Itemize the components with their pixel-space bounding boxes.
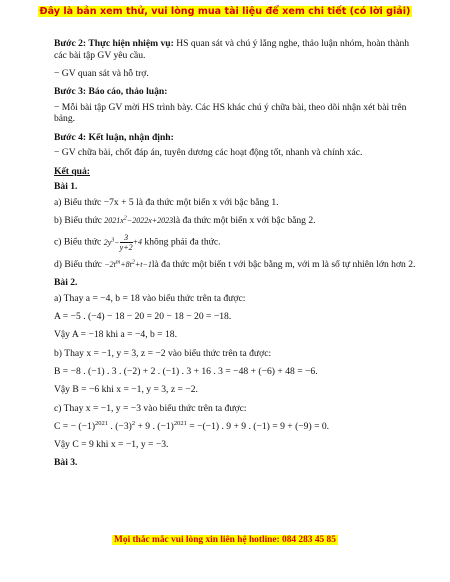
bai1-b-math-sup: 2	[123, 215, 127, 222]
bai2-c3: Vậy C = 9 khi x = −1, y = −3.	[54, 439, 169, 451]
preview-banner-text: Đây là bản xem thử, vui lòng mua tài liệu để xem chi tiết (có lời giải)	[39, 6, 411, 17]
bai2-title: Bài 2.	[54, 277, 78, 289]
bai2-c2-sup2: 2	[131, 419, 136, 427]
bai1-a: a) Biểu thức −7x + 5 là đa thức một biến x với bậc bằng 1.	[54, 196, 279, 208]
bai1-d-math3: +t−1	[134, 259, 152, 269]
bai1-d-expression	[104, 260, 152, 269]
bai1-c-pre: c) Biểu thức	[54, 236, 104, 248]
bai1-c-math2: −	[114, 237, 120, 247]
result-label: Kết quả:	[54, 165, 90, 177]
bai1-c-math3: +4	[132, 237, 143, 247]
bai2-b3: Vậy B = −6 khi x = −1, y = 3, z = −2.	[54, 384, 198, 396]
bai2-c2-b: . (−3)	[108, 420, 132, 432]
bai1-b-pre: b) Biểu thức	[54, 214, 105, 226]
result-heading	[54, 166, 416, 178]
bai2-c1: c) Thay x = −1, y = −3 vào biểu thức trên ta được:	[54, 402, 247, 414]
step3-line1: − Mỗi bài tập GV mời HS trình bày. Các HS khác chú ý chữa bài, theo dõi nhận xét bài trên bảng.	[54, 101, 407, 125]
document-body	[54, 38, 416, 473]
step3-label: Bước 3: Báo cáo, thảo luận:	[54, 86, 168, 98]
preview-banner	[0, 6, 450, 17]
bai3-title: Bài 3.	[54, 457, 78, 469]
hotline-footer	[0, 535, 450, 545]
bai2-c2-sup1: 2021	[95, 419, 109, 427]
bai2-a1: a) Thay a = −4, b = 18 vào biểu thức trên ta được:	[54, 292, 246, 304]
bai1-c-post: không phải đa thức.	[142, 236, 221, 248]
step2-paragraph	[54, 38, 416, 61]
step2-text: HS quan sát và chú ý lắng nghe, thảo luận nhóm, hoàn thành các bài tập GV yêu cầu.	[54, 38, 410, 61]
bai1-title: Bài 1.	[54, 181, 78, 193]
bai1-c-expression	[104, 238, 120, 247]
bai1-d-pre: d) Biểu thức	[54, 258, 105, 270]
step4-label: Bước 4: Kết luận, nhận định:	[54, 131, 174, 143]
fraction-denominator: y+2	[119, 243, 133, 253]
fraction-numerator: 3	[120, 233, 133, 243]
step2-label: Bước 2: Thực hiện nhiệm vụ:	[54, 38, 174, 49]
bai2-c2-sup3: 2021	[173, 419, 187, 427]
bai1-d-math2: +8t	[120, 259, 132, 269]
bai1-b-math-rest: −2022x+2023	[126, 215, 174, 225]
bai1-d-math-sup2: 2	[131, 259, 135, 266]
bai1-d-math: −2t	[104, 259, 116, 269]
bai1-b	[54, 215, 416, 227]
bai1-c	[54, 233, 416, 252]
step2-line2: − GV quan sát và hỗ trợ.	[54, 67, 149, 79]
bai1-d	[54, 259, 416, 271]
bai1-c-fraction	[120, 233, 133, 252]
bai1-b-post: là đa thức một biến x với bậc bằng 2.	[173, 214, 316, 226]
bai1-d-math-sup1: m	[115, 259, 121, 266]
bai2-c2-a: C = − (−1)	[54, 420, 96, 432]
bai2-c2	[54, 421, 416, 433]
bai2-b2: B = −8 . (−1) . 3 . (−2) + 2 . (−1) . 3 + 16 . 3 = −48 + (−6) + 48 = −6.	[54, 365, 318, 377]
bai1-b-expression	[104, 216, 173, 225]
step4-line1: − GV chữa bài, chốt đáp án, tuyên dương các hoạt động tốt, nhanh và chính xác.	[54, 147, 363, 159]
bai1-d-post: là đa thức một biến t với bậc bằng m, với m là số tự nhiên lớn hơn 2.	[151, 258, 416, 270]
bai2-a2: A = −5 . (−4) − 18 − 20 = 20 − 18 − 20 = −18.	[54, 311, 232, 323]
bai2-b1: b) Thay x = −1, y = 3, z = −2 vào biểu thức trên ta được:	[54, 347, 272, 359]
hotline-footer-text: Mọi thắc mắc vui lòng xin liên hệ hotline: 084 283 45 85	[114, 535, 336, 545]
bai1-b-math: 2021x	[104, 215, 124, 225]
bai2-a3: Vậy A = −18 khi a = −4, b = 18.	[54, 329, 177, 341]
bai1-c-math1: 2y	[103, 237, 112, 247]
bai1-c-math1-sup: 3	[111, 237, 115, 244]
bai2-c2-c: + 9 . (−1)	[135, 420, 174, 432]
bai2-c2-d: = −(−1) . 9 + 9 . (−1) = 9 + (−9) = 0.	[186, 420, 330, 432]
